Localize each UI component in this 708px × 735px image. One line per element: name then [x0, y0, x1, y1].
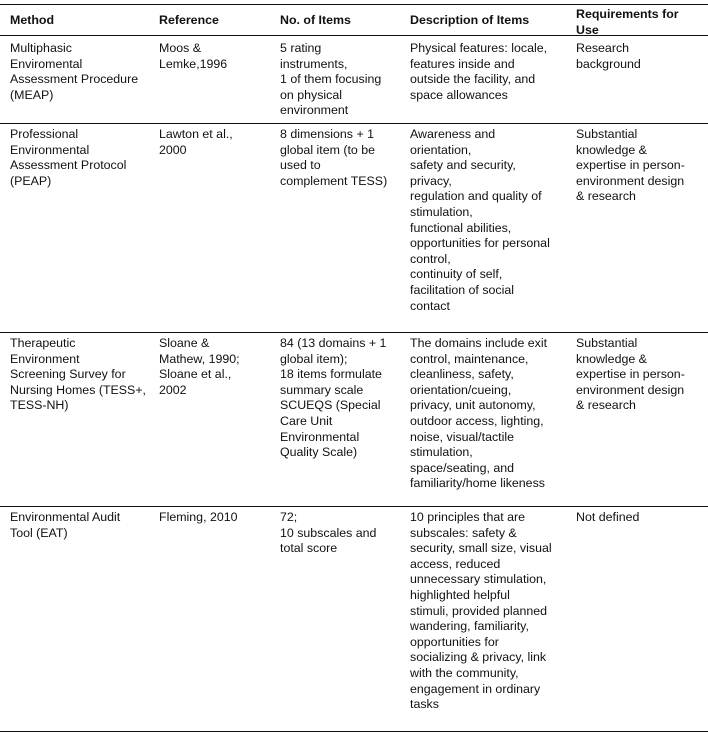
header-method: Method: [10, 13, 55, 27]
cell-description: Physical features: locale, features inside and outside the facility, and space allowances: [410, 41, 548, 102]
table-top-rule: [0, 4, 708, 5]
header-description: Description of Items: [410, 13, 530, 27]
row-divider: [0, 123, 708, 124]
table-bottom-rule: [0, 731, 708, 732]
cell-items: 84 (13 domains + 1 global item); 18 items formulate summary scale SCUEQS (Special Care Unit Environmental Quality Scale): [280, 336, 387, 460]
cell-requirements: Not defined: [576, 510, 640, 524]
cell-description: Awareness and orientation, safety and security, privacy, regulation and quality of stimulation, functional abilities, opportunities for personal control, continuity of self, facilitation of social contact: [410, 127, 550, 313]
cell-description: The domains include exit control, maintenance, cleanliness, safety, orientation/cueing, privacy, unit autonomy, outdoor access, lighting, noise, visual/tactile stimulation, space/seating, and familiarity/home likeness: [410, 336, 548, 491]
cell-method: Professional Environmental Assessment Protocol (PEAP): [10, 127, 127, 188]
cell-items: 8 dimensions + 1 global item (to be used to complement TESS): [280, 127, 388, 188]
table-header-rule: [0, 35, 708, 36]
cell-reference: Sloane & Mathew, 1990; Sloane et al., 2002: [159, 336, 240, 397]
cell-reference: Lawton et al., 2000: [159, 127, 233, 157]
cell-method: Therapeutic Environment Screening Survey for Nursing Homes (TESS+, TESS-NH): [10, 336, 146, 413]
cell-reference: Fleming, 2010: [159, 510, 238, 524]
cell-items: 72; 10 subscales and total score: [280, 510, 377, 556]
cell-reference: Moos & Lemke,1996: [159, 41, 228, 71]
cell-requirements: Substantial knowledge & expertise in person- environment design & research: [576, 127, 685, 204]
cell-method: Environmental Audit Tool (EAT): [10, 510, 121, 540]
header-no-of-items: No. of Items: [280, 13, 351, 27]
cell-method: Multiphasic Enviromental Assessment Procedure (MEAP): [10, 41, 139, 102]
cell-description: 10 principles that are subscales: safety & security, small size, visual access, reduced unnecessary stimulation, highlighted helpful stimuli, provided planned wandering, familiarity, opportunities for socializing & privacy, link with the community, engagement in ordinary tasks: [410, 510, 552, 712]
cell-items: 5 rating instruments, 1 of them focusing on physical environment: [280, 41, 382, 118]
cell-requirements: Substantial knowledge & expertise in person- environment design & research: [576, 336, 685, 413]
header-reference: Reference: [159, 13, 219, 27]
cell-requirements: Research background: [576, 41, 641, 71]
row-divider: [0, 332, 708, 333]
header-requirements: Requirements for Use: [576, 7, 679, 37]
row-divider: [0, 506, 708, 507]
